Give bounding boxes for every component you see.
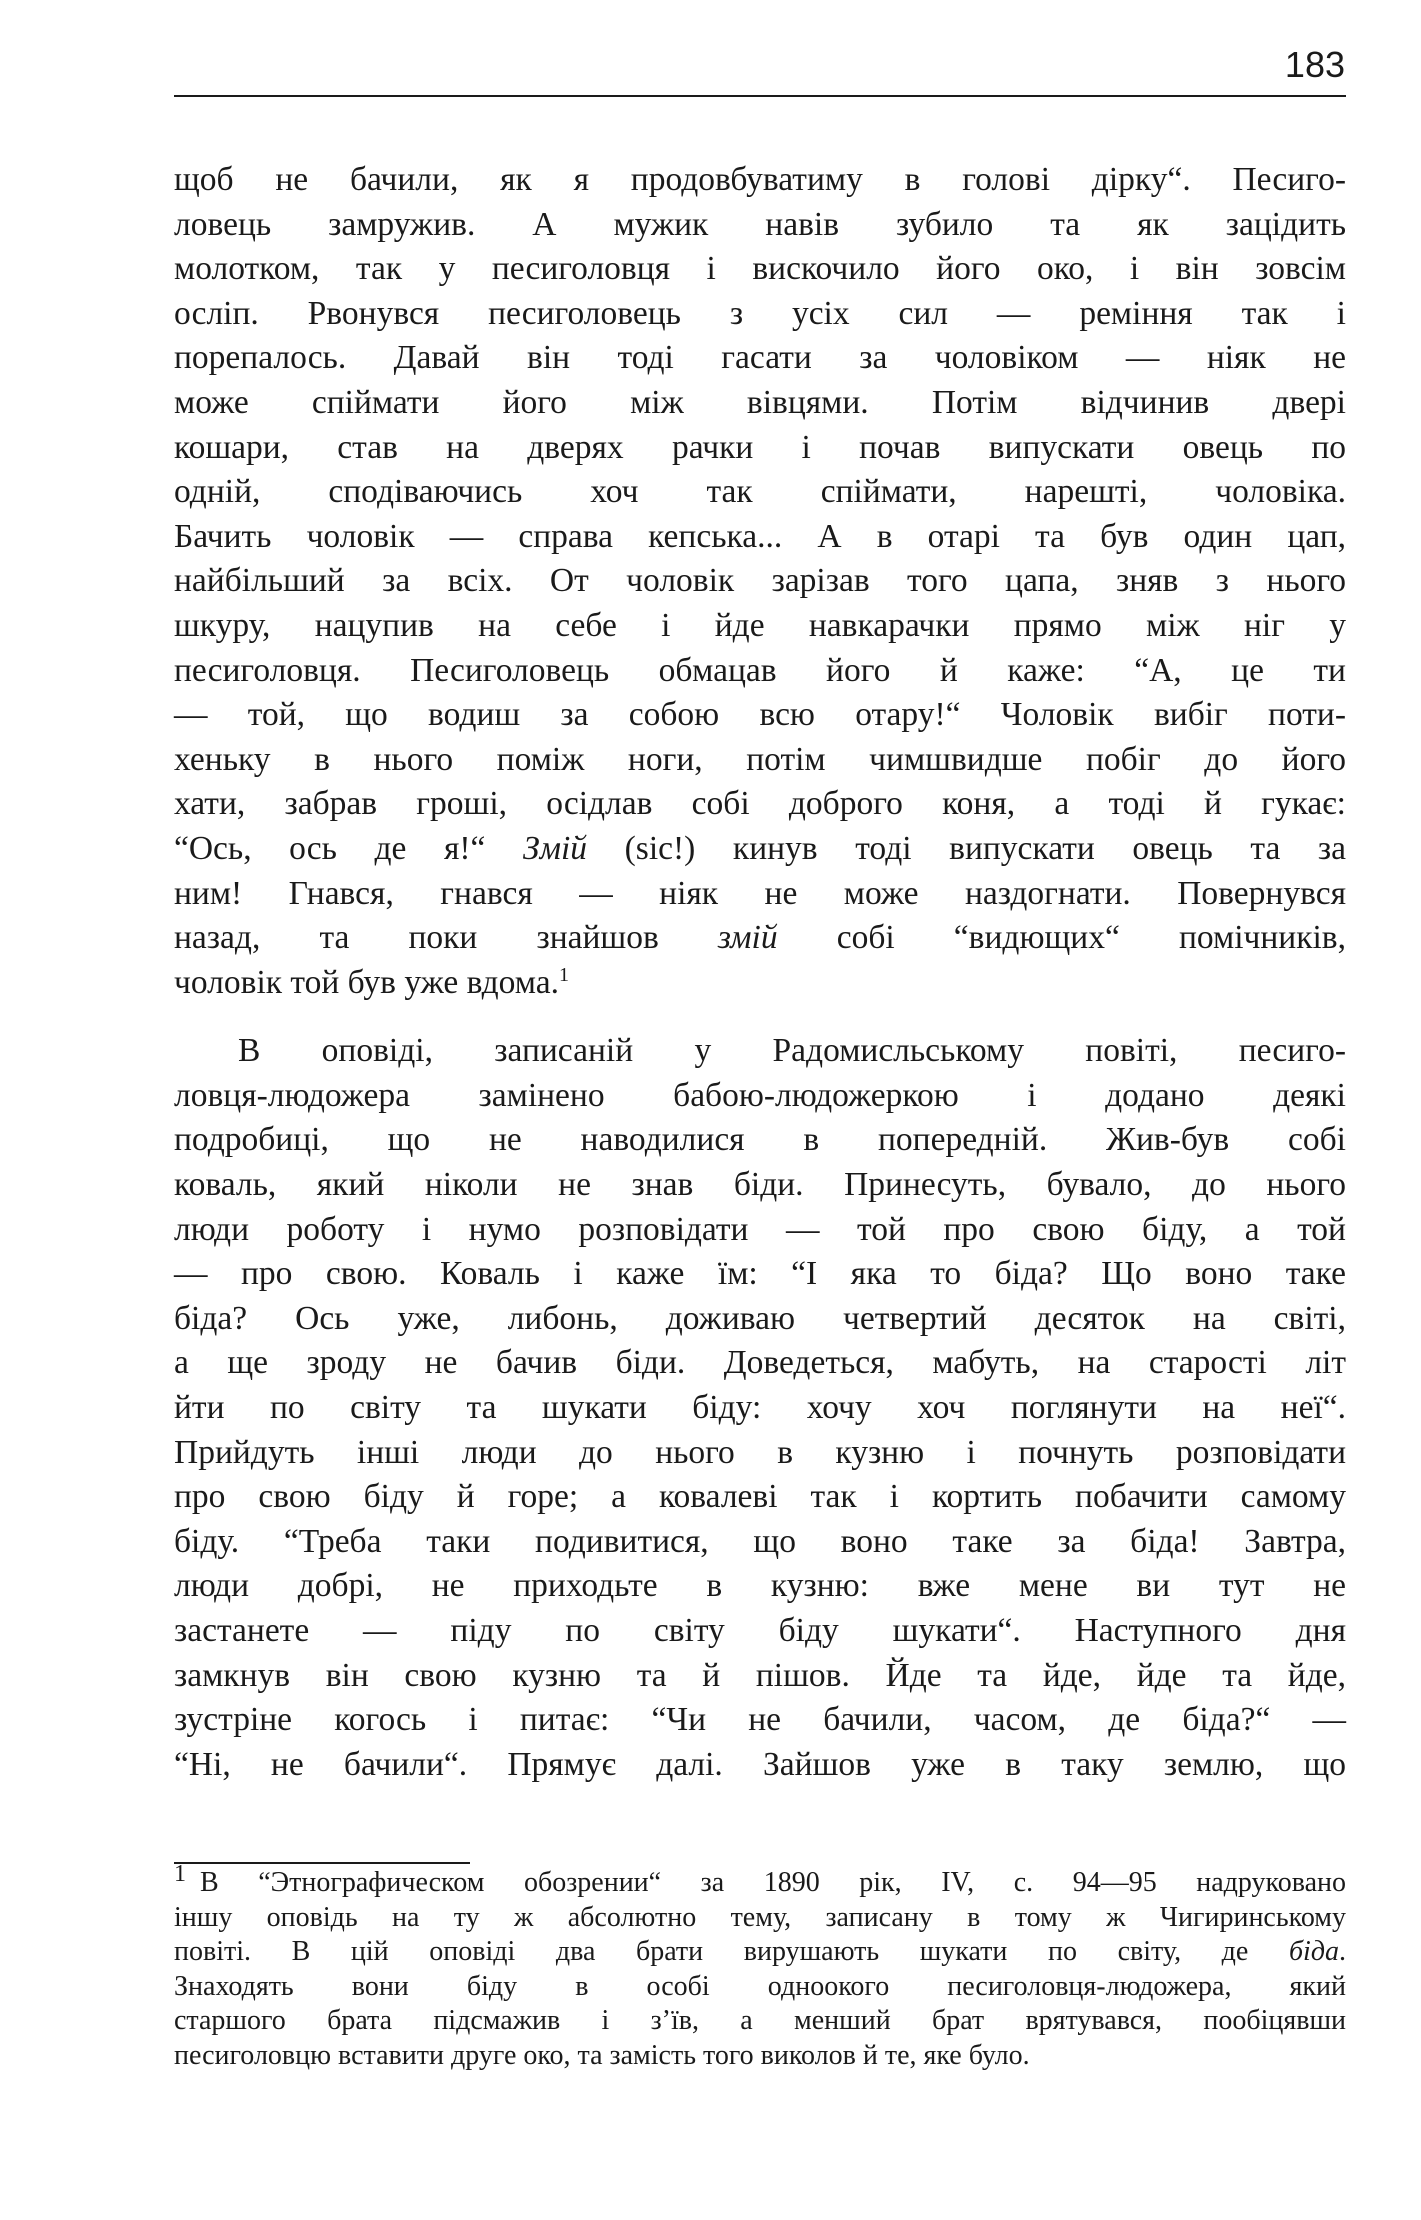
text-line: кошари, став на дверях рачки і почав випускати овець по <box>174 428 1346 466</box>
italic-word: змій <box>717 919 778 957</box>
italic-word: Змій <box>523 829 588 867</box>
footnote-marker: 1 <box>174 1860 186 1887</box>
text-run: “Ось, ось де я!“ <box>174 829 524 867</box>
text-line <box>174 827 1346 872</box>
footnote-line: старшого брата підсмажив і з’їв, а менший брат врятувався, пообіцявши <box>174 2005 1346 2037</box>
text-line <box>174 961 1346 1006</box>
footnote-line <box>174 1935 1346 1970</box>
body-text <box>174 158 1346 1787</box>
text-line: а ще зроду не бачив біди. Доведеться, мабуть, на старості літ <box>174 1344 1346 1382</box>
paragraph <box>174 158 1346 1005</box>
paragraph <box>174 1029 1346 1787</box>
paragraph-gap <box>174 1005 1346 1029</box>
text-line: ловця-людожера замінено бабою-людожеркою і додано деякі <box>174 1076 1346 1114</box>
text-line: щоб не бачили, як я продовбуватиму в голові дірку“. Песиго- <box>174 161 1346 198</box>
page-number: 183 <box>1284 44 1345 85</box>
footnote-reference: 1 <box>558 963 569 986</box>
footnote-rule <box>174 1862 470 1864</box>
text-line: Бачить чоловік — справа кепська... А в отарі та був один цап, <box>174 517 1346 555</box>
footnote-line: песиголовцю вставити друге око, та замість того виколов й те, яке було. <box>174 2039 1030 2071</box>
text-line: біду. “Треба таки подивитися, що воно таке за біда! Завтра, <box>174 1522 1346 1560</box>
text-line: може спіймати його між вівцями. Потім відчинив двері <box>174 383 1346 421</box>
footnote-line: іншу оповідь на ту ж абсолютно тему, записану в тому ж Чигиринському <box>174 1901 1346 1933</box>
text-line: застанете — піду по світу біду шукати“. Наступного дня <box>174 1612 1346 1649</box>
text-line: песиголовця. Песиголовець обмацав його й каже: “А, це ти <box>174 651 1346 689</box>
text-line: В оповіді, записаній у Радомисльському повіті, песиго- <box>238 1032 1346 1070</box>
text-line: зустріне когось і питає: “Чи не бачили, часом, де біда?“ — <box>174 1701 1346 1739</box>
text-line: — про свою. Коваль і каже їм: “І яка то біда? Що воно таке <box>174 1255 1346 1293</box>
footnote-line <box>174 1860 1346 1901</box>
text-run: повіті. В цій оповіді два брати вирушають шукати по світу, де <box>174 1936 1289 1968</box>
text-line: коваль, який ніколи не знав біди. Принесуть, бувало, до нього <box>174 1166 1346 1204</box>
italic-word: біда <box>1288 1936 1339 1968</box>
text-line: ловець замружив. А мужик навів зубило та як зацідить <box>174 205 1346 243</box>
text-line: йти по світу та шукати біду: хочу хоч поглянути на неї“. <box>174 1389 1346 1427</box>
text-line: осліп. Рвонувся песиголовець з усіх сил — реміння так і <box>174 294 1346 332</box>
text-line: порепалось. Давай він тоді гасати за чоловіком — ніяк не <box>174 339 1346 377</box>
text-line: хати, забрав гроші, осідлав собі доброго коня, а тоді й гукає: <box>174 785 1346 823</box>
text-run: собі “видющих“ помічників, <box>777 919 1346 957</box>
text-run: чоловік той був уже вдома. <box>174 963 559 1001</box>
text-line: шкуру, нацупив на себе і йде навкарачки прямо між ніг у <box>174 606 1346 644</box>
text-run: назад, та поки знайшов <box>174 919 718 957</box>
text-line: люди роботу і нумо розповідати — той про свою біду, а той <box>174 1210 1346 1248</box>
text-line: молотком, так у песиголовця і вискочило його око, і він зовсім <box>174 250 1346 288</box>
text-line: замкнув він свою кузню та й пішов. Йде та йде, йде та йде, <box>174 1656 1346 1694</box>
text-line: ним! Гнався, гнався — ніяк не може наздогнати. Повернувся <box>174 874 1346 912</box>
text-line: — той, що водиш за собою всю отару!“ Чоловік вибіг поти- <box>174 696 1346 734</box>
text-line: найбільший за всіх. От чоловік зарізав того цапа, зняв з нього <box>174 562 1346 600</box>
text-line: біда? Ось уже, либонь, доживаю четвертий десяток на світі, <box>174 1299 1346 1337</box>
text-run: . <box>1339 1936 1346 1968</box>
text-line <box>174 916 1346 961</box>
text-line: люди добрі, не приходьте в кузню: вже мене ви тут не <box>174 1567 1346 1605</box>
text-line: про свою біду й горе; а ковалеві так і кортить побачити самому <box>174 1478 1346 1516</box>
text-line: хеньку в нього поміж ноги, потім чимшвидше побіг до його <box>174 740 1346 778</box>
text-line: “Ні, не бачили“. Прямує далі. Зайшов уже в таку землю, що <box>174 1745 1346 1783</box>
text-line: одній, сподіваючись хоч так спіймати, нарешті, чоловіка. <box>174 473 1346 511</box>
header-rule <box>174 95 1346 97</box>
text-run: (sic!) кинув тоді випускати овець та за <box>587 829 1346 867</box>
text-run: В “Этнографическом обозрении“ за 1890 рік, IV, с. 94—95 надруковано <box>200 1867 1346 1898</box>
text-line: Прийдуть інші люди до нього в кузню і почнуть розповідати <box>174 1433 1346 1471</box>
footnote-line: Знаходять вони біду в особі одноокого песиголовця-людожера, який <box>174 1970 1346 2002</box>
footnote <box>174 1860 1346 2074</box>
text-line: подробиці, що не наводилися в попередній. Жив-був собі <box>174 1121 1346 1159</box>
